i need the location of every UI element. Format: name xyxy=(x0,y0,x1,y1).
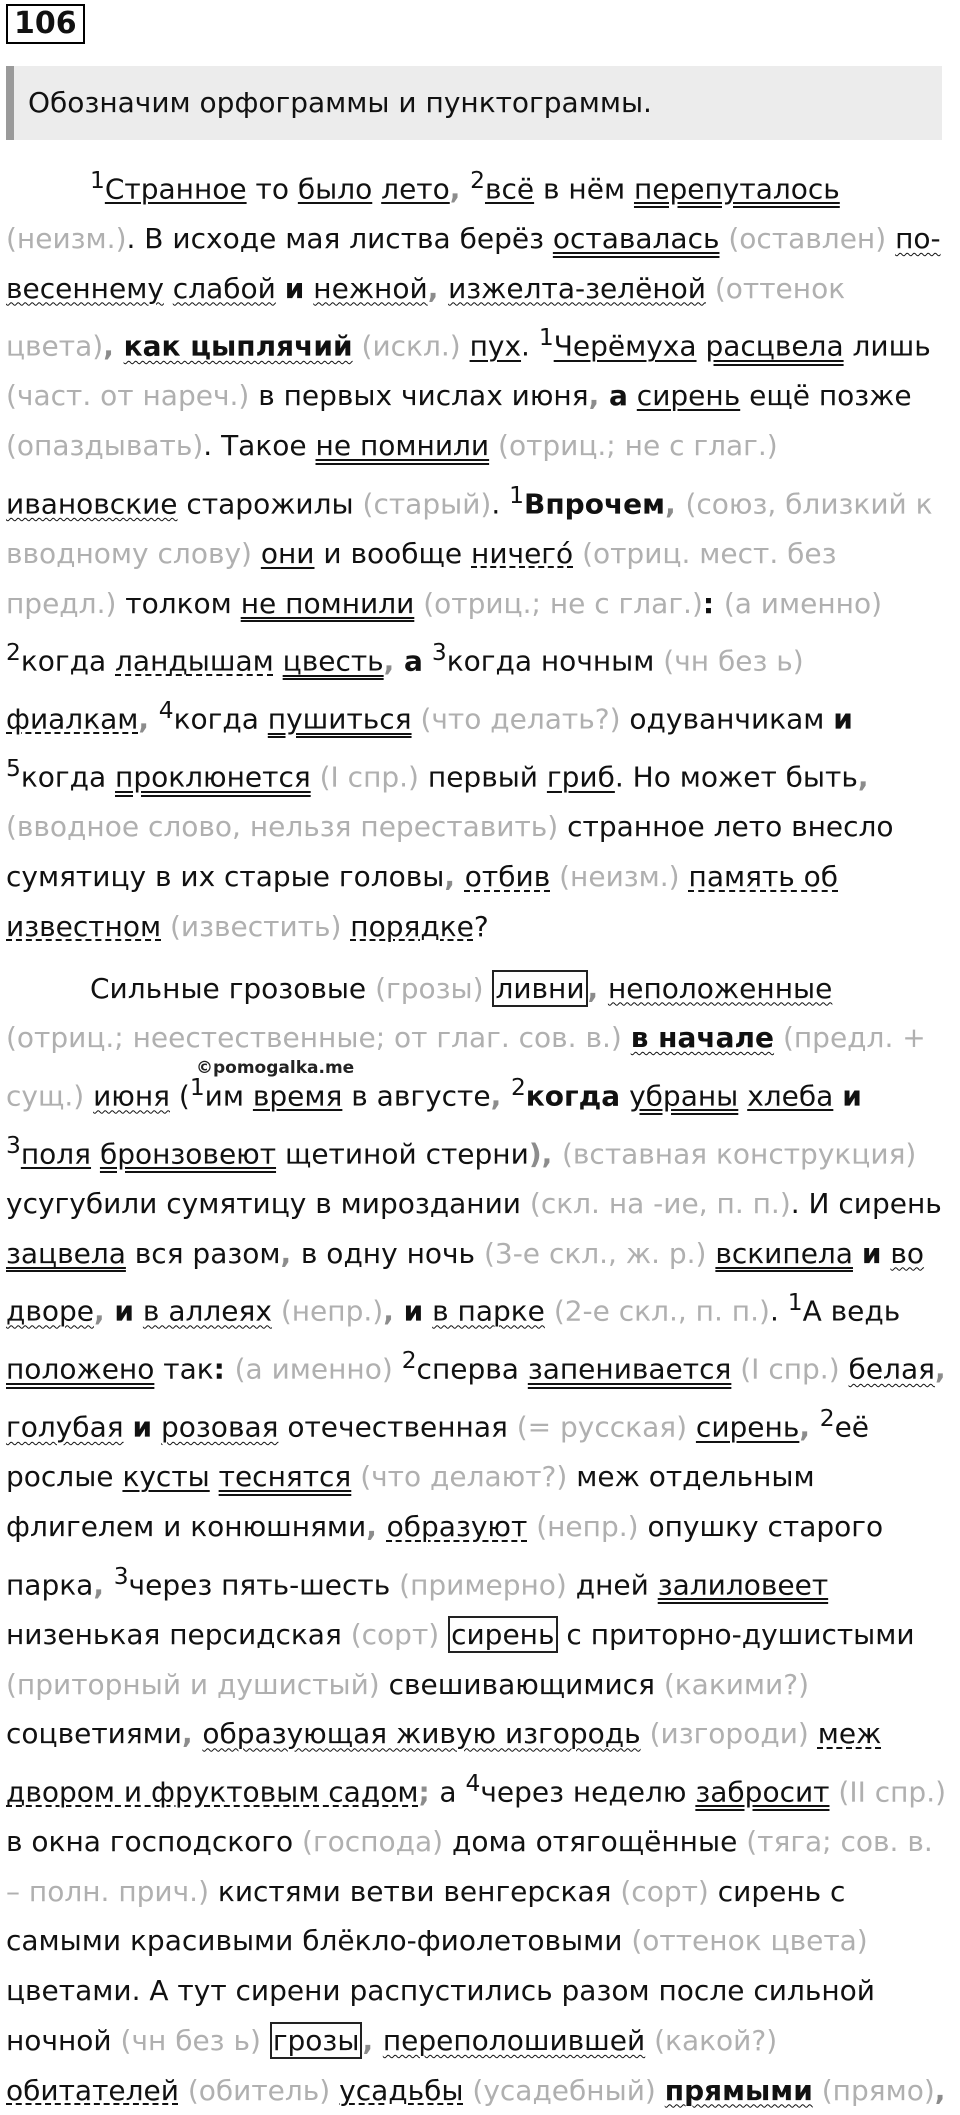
text-segment: вскипела xyxy=(715,1236,853,1270)
text-segment xyxy=(353,330,362,363)
text-segment: 3 xyxy=(6,1130,21,1159)
text-segment: 2 xyxy=(470,166,485,194)
text-segment xyxy=(550,860,559,893)
text-segment: пушиться xyxy=(267,702,412,736)
text-segment: (союз, близкий к вводному слову) xyxy=(6,487,933,570)
text-segment xyxy=(461,330,470,363)
text-segment: 4 xyxy=(465,1769,481,1798)
text-segment: (сорт) xyxy=(620,1874,709,1908)
text-segment xyxy=(809,1717,818,1750)
text-segment: (вставная конструкция) xyxy=(562,1137,917,1171)
text-segment xyxy=(439,1618,448,1651)
text-segment: кистями ветви венгерская xyxy=(209,1874,621,1908)
text-segment: пух xyxy=(469,329,522,363)
text-segment: время xyxy=(252,1079,343,1113)
text-segment: им xyxy=(204,1079,253,1113)
text-segment: . И сирень xyxy=(790,1186,942,1220)
text-segment: (отриц.; не с глаг.) xyxy=(423,586,703,620)
text-segment: зацвела xyxy=(6,1236,126,1270)
text-segment: образуют xyxy=(386,1510,528,1544)
task-number: 106 xyxy=(6,4,85,44)
text-segment: (а именно) xyxy=(723,586,883,620)
text-segment: во дворе xyxy=(6,1236,925,1328)
text-segment: образующая живую изгородь xyxy=(202,1717,641,1751)
text-segment xyxy=(527,1510,536,1543)
text-segment: фиалкам xyxy=(6,702,139,736)
text-segment: а xyxy=(404,644,423,678)
text-segment xyxy=(393,1353,402,1386)
watermark: ©pomogalka.me xyxy=(196,1058,355,1078)
text-segment xyxy=(330,2074,339,2107)
text-segment: , xyxy=(383,1294,404,1328)
text-segment: изжелта-зелёной xyxy=(448,271,706,305)
text-segment: щетиной стерни xyxy=(276,1137,529,1171)
text-segment: (какой?) xyxy=(654,2023,778,2057)
text-segment: (обитель) xyxy=(187,2073,331,2107)
text-segment: 2 xyxy=(510,1072,526,1101)
text-segment: (вводное слово, нельзя переставить) xyxy=(6,810,559,844)
text-segment: А ведь xyxy=(802,1294,901,1328)
text-segment: неположенные xyxy=(607,971,833,1005)
text-segment: в августе xyxy=(342,1079,491,1113)
text-segment xyxy=(463,2074,472,2107)
text-segment xyxy=(304,272,313,305)
text-segment xyxy=(680,860,689,893)
text-segment xyxy=(276,272,285,305)
text-segment xyxy=(351,1460,360,1493)
text-segment: когда xyxy=(20,760,116,794)
text-segment: (част. от нареч.) xyxy=(6,379,250,413)
text-segment: , xyxy=(138,702,159,736)
text-segment xyxy=(706,272,715,305)
text-segment: поля xyxy=(20,1137,92,1171)
text-segment: (прямо) xyxy=(821,2073,935,2107)
text-segment: и xyxy=(403,1294,424,1328)
text-segment: ивановские xyxy=(6,487,178,521)
text-segment: (искл.) xyxy=(361,329,461,363)
text-segment: (оттенок цвета) xyxy=(6,271,846,363)
text-segment: ландышам xyxy=(115,644,274,678)
text-segment: 1 xyxy=(538,323,554,352)
text-segment: и xyxy=(833,702,853,736)
text-segment: (неизм.) xyxy=(6,222,127,256)
text-segment: так xyxy=(154,1352,214,1386)
text-segment: июня xyxy=(93,1079,170,1113)
text-segment xyxy=(210,1460,219,1493)
text-segment: 1 xyxy=(509,480,524,509)
text-segment xyxy=(645,2024,654,2057)
text-segment: (изгороди) xyxy=(649,1717,809,1751)
text-segment: 4 xyxy=(158,696,174,725)
text-segment: (I спр.) xyxy=(740,1352,840,1386)
text-segment: перепуталось xyxy=(633,172,840,206)
text-segment: сирень с самыми красивыми блёкло-фиолетовыми xyxy=(6,1874,846,1958)
text-segment: , xyxy=(280,1236,301,1270)
text-segment xyxy=(774,1021,783,1054)
text-segment: и xyxy=(284,271,305,305)
text-segment: меж двором и фруктовым садом xyxy=(6,1717,882,1809)
text-segment: в одну ночь xyxy=(300,1236,484,1270)
text-segment xyxy=(261,2024,270,2057)
text-segment: Впрочем xyxy=(523,487,666,521)
text-segment: дней xyxy=(566,1568,658,1602)
text-segment: отечественная xyxy=(278,1410,517,1444)
text-segment xyxy=(272,1295,281,1328)
text-segment: (отриц.; неестественные; от глаг. сов. в.) xyxy=(6,1021,622,1055)
text-segment xyxy=(311,761,320,794)
text-segment: расцвела xyxy=(705,329,844,363)
text-segment: (старый) xyxy=(362,487,492,521)
text-segment: всё xyxy=(484,172,535,206)
text-segment: в начале xyxy=(630,1021,775,1055)
text-segment xyxy=(423,1295,432,1328)
text-segment: , xyxy=(799,1410,820,1444)
text-segment: когда xyxy=(173,702,268,736)
text-segment: дома отягощённые xyxy=(443,1825,747,1859)
text-segment: вся разом xyxy=(125,1236,281,1270)
text-segment: 2 xyxy=(6,638,21,667)
text-segment xyxy=(91,1137,100,1170)
exercise-text xyxy=(6,156,950,2115)
text-segment: (что делать?) xyxy=(420,702,621,736)
text-segment: : xyxy=(213,1352,235,1386)
text-segment: одуванчикам xyxy=(620,702,834,736)
text-segment xyxy=(641,1717,650,1750)
text-segment: ; xyxy=(418,1775,440,1809)
text-segment: положено xyxy=(6,1352,155,1386)
text-segment: свешивающимися xyxy=(379,1667,664,1701)
text-segment: гриб xyxy=(546,760,615,794)
text-segment: (примерно) xyxy=(399,1568,567,1602)
text-segment: 5 xyxy=(6,754,21,783)
text-segment xyxy=(886,222,895,255)
text-segment: , xyxy=(587,971,608,1005)
text-segment: забросит xyxy=(695,1775,830,1809)
text-segment: не помнили xyxy=(240,586,415,620)
text-segment xyxy=(622,1021,631,1054)
text-segment: (скл. на -ие, п. п.) xyxy=(529,1186,791,1220)
text-segment: опушку старого парка xyxy=(6,1510,884,1602)
text-segment xyxy=(628,379,637,412)
text-segment: (чн без ь) xyxy=(120,2023,261,2057)
text-segment: . xyxy=(491,487,510,521)
text-segment: кусты xyxy=(122,1460,210,1494)
text-segment: через неделю xyxy=(480,1775,696,1809)
text-segment: в парке xyxy=(432,1294,545,1328)
text-segment: и вообще xyxy=(314,536,472,570)
text-segment: (оттенок цвета) xyxy=(631,1924,868,1958)
text-segment: в нём xyxy=(534,172,634,206)
text-segment: соцветиями xyxy=(6,1717,182,1751)
text-segment: Сильные грозовые xyxy=(90,971,376,1005)
text-segment: не помнили xyxy=(315,429,490,463)
text-segment: (усадебный) xyxy=(472,2073,656,2107)
text-segment: , xyxy=(934,2073,946,2107)
text-segment: залиловеет xyxy=(657,1568,829,1602)
text-segment: толком xyxy=(116,586,241,620)
text-segment: . xyxy=(769,1294,788,1328)
text-segment: когда xyxy=(525,1079,621,1113)
text-segment: то xyxy=(246,172,298,206)
text-segment: (тяга; сов. в. – полн. прич.) xyxy=(6,1825,933,1908)
text-segment: , xyxy=(94,1294,115,1328)
text-segment: , xyxy=(383,644,405,678)
text-segment xyxy=(545,1295,554,1328)
text-segment: старожилы xyxy=(177,487,363,521)
text-segment xyxy=(341,910,350,943)
text-segment: . xyxy=(521,329,539,363)
text-segment: , xyxy=(857,760,869,794)
text-segment: розовая xyxy=(161,1410,279,1444)
text-segment: и xyxy=(132,1410,153,1444)
text-segment: сирень xyxy=(636,379,741,413)
text-segment xyxy=(423,645,432,678)
text-segment: . Но может быть xyxy=(614,760,858,794)
text-segment xyxy=(84,1079,93,1112)
text-segment xyxy=(840,1353,849,1386)
text-segment: (II спр.) xyxy=(838,1775,947,1809)
text-segment xyxy=(274,645,283,678)
text-segment: и xyxy=(861,1236,882,1270)
text-segment: переполошившей xyxy=(382,2023,646,2057)
text-segment: её рослые xyxy=(6,1410,870,1494)
text-segment: (I спр.) xyxy=(319,760,419,794)
text-segment xyxy=(833,1079,842,1112)
text-segment: ), xyxy=(528,1137,562,1171)
text-segment: , xyxy=(588,379,609,413)
header-banner: Обозначим орфограммы и пунктограммы. xyxy=(6,66,942,140)
text-segment: (приторный и душистый) xyxy=(6,1667,380,1701)
text-segment: (2-е скл., п. п.) xyxy=(553,1294,770,1328)
text-segment: слабой xyxy=(172,271,276,305)
text-segment: ( xyxy=(170,1079,190,1113)
text-segment: убраны xyxy=(629,1079,739,1113)
text-segment: Странное xyxy=(104,172,247,206)
paragraph-1 xyxy=(6,156,950,952)
text-segment: ливни xyxy=(492,970,587,1007)
text-segment: проклюнется xyxy=(115,760,311,794)
text-segment: сирень xyxy=(695,1410,800,1444)
text-segment xyxy=(620,1079,629,1112)
text-segment: память об известном xyxy=(6,860,839,943)
text-segment: лето xyxy=(381,172,450,206)
text-segment: 3 xyxy=(113,1561,129,1590)
text-segment: (предл. + сущ.) xyxy=(6,1021,926,1113)
text-segment: теснятся xyxy=(218,1460,352,1494)
text-segment: (а именно) xyxy=(234,1352,393,1386)
text-segment: сперва xyxy=(416,1352,528,1386)
text-segment: . В исходе мая листва берёз xyxy=(126,222,553,256)
text-segment: в аллеях xyxy=(142,1294,272,1328)
text-segment: меж отдельным флигелем и конюшнями xyxy=(6,1460,815,1544)
text-segment: грозы xyxy=(270,2022,363,2059)
text-segment: было xyxy=(297,172,373,206)
text-segment: (сорт) xyxy=(350,1617,440,1651)
text-segment: , xyxy=(366,1510,387,1544)
text-segment: , xyxy=(665,487,686,521)
text-segment: , xyxy=(103,329,124,363)
text-segment: (опаздывать) xyxy=(6,429,204,463)
text-segment: усугубили сумятицу в мироздании xyxy=(6,1186,530,1220)
text-segment: , xyxy=(93,1568,114,1602)
text-segment: бронзовеют xyxy=(99,1137,277,1171)
text-segment: (господа) xyxy=(302,1825,444,1859)
text-segment: (оставлен) xyxy=(728,222,887,256)
text-segment: запенивается xyxy=(527,1352,732,1386)
text-segment xyxy=(738,1079,747,1112)
text-segment xyxy=(489,429,498,462)
text-segment: в окна господского xyxy=(6,1825,303,1859)
text-segment: , xyxy=(449,172,471,206)
text-segment: странное лето внесло сумятицу в их старые головы xyxy=(6,810,894,894)
text-segment: ещё позже xyxy=(740,379,912,413)
text-segment: (= русская) xyxy=(516,1410,688,1444)
text-segment xyxy=(414,587,423,620)
text-segment: ничего́ xyxy=(471,536,574,570)
text-segment xyxy=(179,2074,188,2107)
text-segment: и xyxy=(842,1079,862,1113)
text-segment: когда xyxy=(20,644,116,678)
text-segment: низенькая персидская xyxy=(6,1617,351,1651)
text-segment: (известить) xyxy=(170,909,342,943)
text-segment: и xyxy=(114,1294,135,1328)
text-segment: 1 xyxy=(189,1072,205,1101)
text-segment: они xyxy=(260,536,315,570)
text-segment: порядке xyxy=(350,909,474,943)
text-segment: : xyxy=(702,586,724,620)
text-segment: (неизм.) xyxy=(559,860,680,894)
text-segment: , xyxy=(362,2023,383,2057)
text-segment xyxy=(656,2074,665,2107)
text-segment: 2 xyxy=(401,1346,417,1375)
text-segment: (что делают?) xyxy=(360,1460,568,1494)
text-segment: , xyxy=(444,860,465,894)
text-segment: когда ночным xyxy=(446,644,664,678)
text-segment: , xyxy=(427,271,449,305)
text-segment: (чн без ь) xyxy=(663,644,804,678)
text-segment: ? xyxy=(473,909,489,943)
text-segment: 1 xyxy=(90,166,105,194)
text-segment: отбив xyxy=(464,860,551,894)
text-segment xyxy=(372,172,381,205)
text-segment: 3 xyxy=(431,638,447,667)
text-segment: (отриц. мест. без предл.) xyxy=(6,536,837,620)
text-segment: хлеба xyxy=(747,1079,834,1113)
text-segment xyxy=(813,2074,822,2107)
paragraph-2 xyxy=(6,964,950,2115)
text-segment: (грозы) xyxy=(375,971,484,1005)
text-segment xyxy=(164,272,173,305)
text-segment: с приторно-душистыми xyxy=(557,1617,915,1651)
text-segment: , xyxy=(934,1352,946,1386)
text-segment: (непр.) xyxy=(280,1294,384,1328)
text-segment: 1 xyxy=(787,1288,803,1317)
text-segment: цветами. А тут сирени распустились разом после сильной ночной xyxy=(6,1974,875,2057)
text-segment: , xyxy=(181,1717,203,1751)
text-segment xyxy=(252,537,261,570)
text-segment: сирень xyxy=(448,1616,557,1653)
text-segment xyxy=(853,1237,862,1270)
text-segment xyxy=(152,1411,161,1444)
text-segment: белая xyxy=(848,1352,935,1386)
text-segment: цвесть xyxy=(282,644,384,678)
text-segment xyxy=(687,1411,696,1444)
text-segment: а xyxy=(439,1775,466,1809)
text-segment: (непр.) xyxy=(536,1510,639,1544)
text-segment xyxy=(731,1353,740,1386)
text-segment: первый xyxy=(418,760,547,794)
text-segment: в первых числах июня xyxy=(249,379,589,413)
text-segment: а xyxy=(608,379,628,413)
text-segment: 2 xyxy=(819,1404,835,1433)
text-segment: обитателей xyxy=(6,2073,179,2107)
text-segment xyxy=(573,537,582,570)
text-segment: по-весеннему xyxy=(6,222,941,305)
text-segment: (3-е скл., ж. р.) xyxy=(483,1236,707,1270)
text-segment xyxy=(134,1295,143,1328)
text-segment: лишь xyxy=(843,329,931,363)
text-segment: , xyxy=(490,1079,511,1113)
text-segment: как цыплячий xyxy=(123,329,353,363)
text-segment xyxy=(161,910,170,943)
text-segment: нежной xyxy=(313,271,428,305)
text-segment: Черёмуха xyxy=(553,329,697,363)
text-segment: прямыми xyxy=(664,2073,813,2107)
text-segment: усадьбы xyxy=(339,2073,464,2107)
text-segment: (какими?) xyxy=(663,1667,810,1701)
text-segment: голубая xyxy=(6,1410,124,1444)
text-segment: (отриц.; не с глаг.) xyxy=(498,429,778,463)
text-segment: . Такое xyxy=(203,429,316,463)
text-segment: через пять-шесть xyxy=(128,1568,400,1602)
text-segment: оставалась xyxy=(552,222,720,256)
